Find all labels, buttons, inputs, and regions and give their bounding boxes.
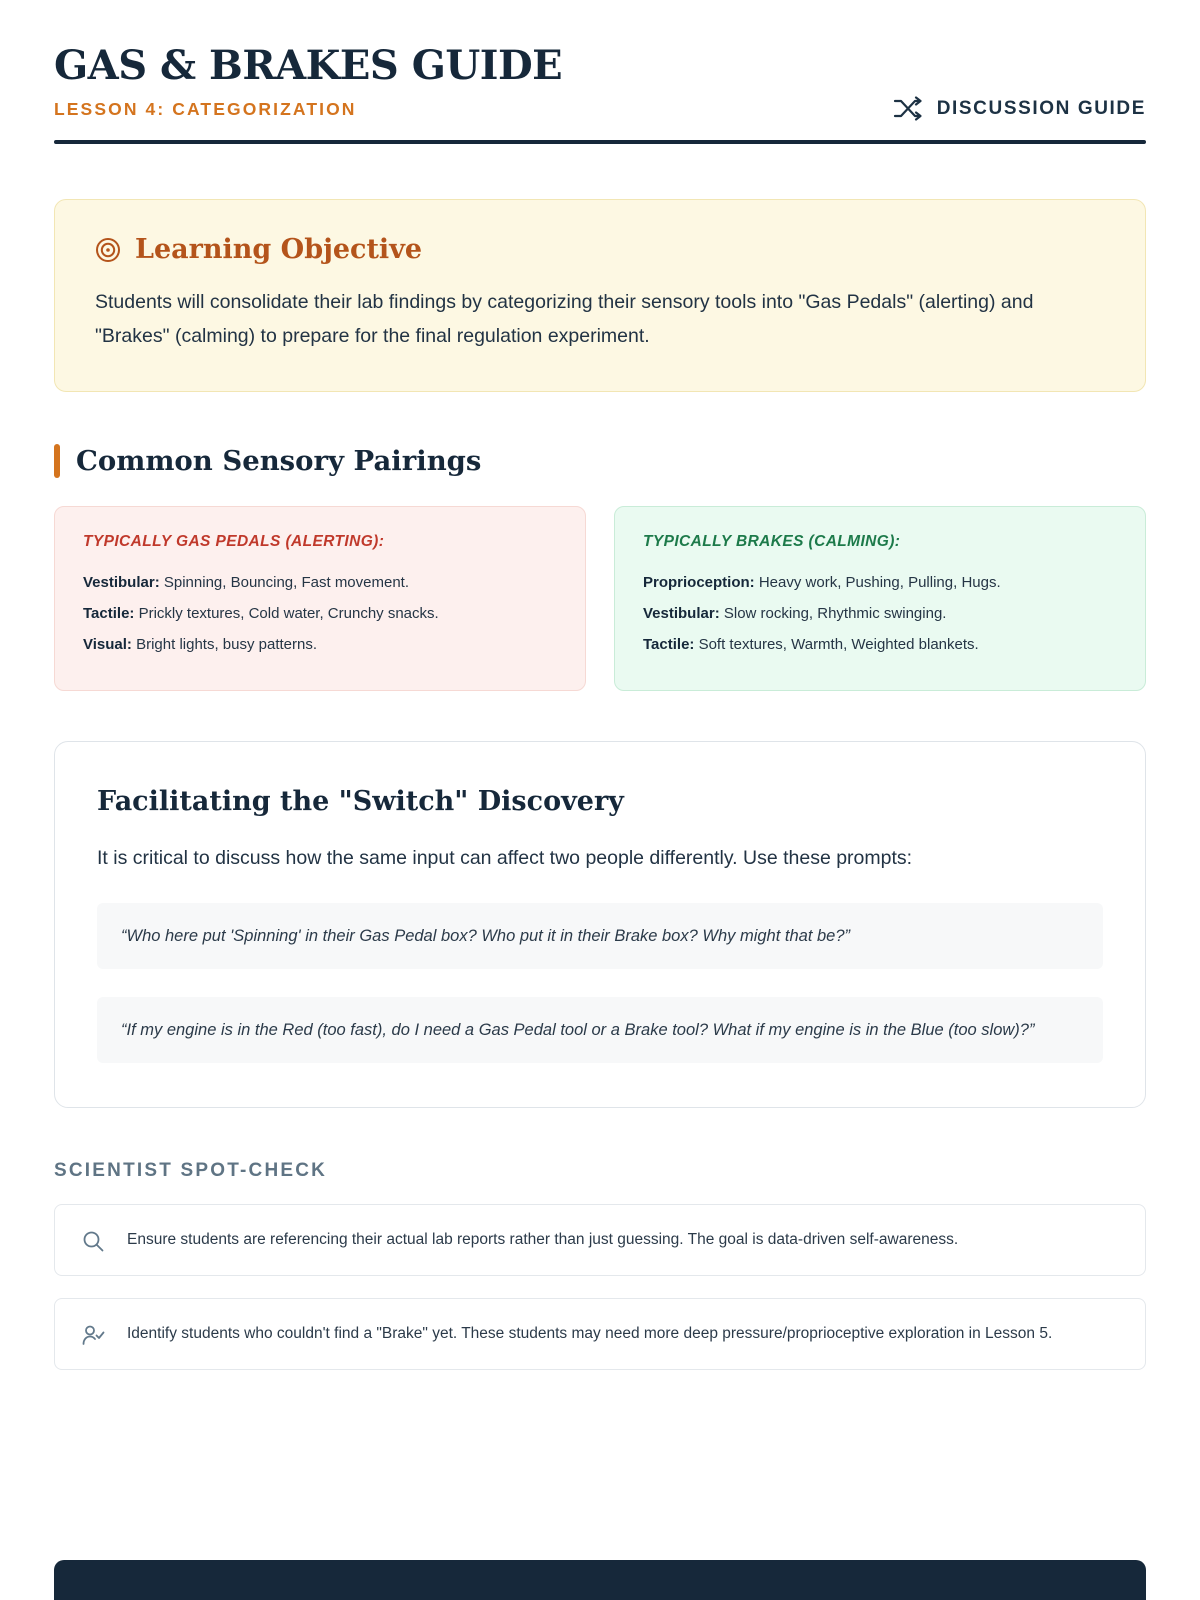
page-title: GAS & BRAKES GUIDE (54, 42, 563, 89)
shuffle-icon (893, 96, 923, 122)
search-icon (81, 1227, 105, 1253)
list-item-label: Proprioception: (643, 574, 755, 592)
learning-objective-body: Students will consolidate their lab findings by categorizing their sensory tools into "Gas Pedals" (alerting) and "Brakes" (calming) to prepare for the final regulation experiment. (95, 291, 1034, 348)
list-item-text: Spinning, Bouncing, Fast movement. (163, 574, 410, 592)
pairings-section-title: Common Sensory Pairings (76, 445, 482, 478)
spot-check-row (54, 1298, 1146, 1370)
spot-check-text: Ensure students are referencing their actual lab reports rather than just guessing. The goal is data-driven self-awareness. (127, 1231, 959, 1249)
list-item-label: Tactile: (83, 605, 135, 623)
switch-discovery-title: Facilitating the "Switch" Discovery (97, 786, 624, 818)
list-item (83, 567, 557, 598)
pairings-section-header (54, 444, 1146, 478)
brakes-card (614, 506, 1146, 691)
list-item (643, 629, 1117, 660)
brakes-list (643, 567, 1117, 660)
list-item-text: Prickly textures, Cold water, Crunchy snacks. (138, 605, 439, 623)
learning-objective-callout (54, 199, 1146, 392)
list-item-text: Heavy work, Pushing, Pulling, Hugs. (758, 574, 1001, 592)
discussion-prompt: “If my engine is in the Red (too fast), do I need a Gas Pedal tool or a Brake tool? What if my engine is in the Blue (too slow)?” (97, 997, 1103, 1063)
list-item-text: Slow rocking, Rhythmic swinging. (723, 605, 947, 623)
lesson-subtitle: LESSON 4: CATEGORIZATION (54, 99, 357, 119)
list-item (83, 598, 557, 629)
list-item (643, 598, 1117, 629)
footer-strip (54, 1560, 1146, 1600)
user-check-icon (81, 1321, 105, 1347)
learning-objective-header (95, 234, 1105, 265)
header-divider (54, 140, 1146, 144)
discussion-prompt: “Who here put 'Spinning' in their Gas Pedal box? Who put it in their Brake box? Why might that be?” (97, 903, 1103, 969)
header-titles (54, 44, 562, 120)
discussion-guide-label: DISCUSSION GUIDE (936, 98, 1146, 119)
list-item-label: Visual: (83, 636, 132, 654)
list-item-label: Tactile: (643, 636, 695, 654)
section-accent-bar (54, 444, 60, 478)
switch-discovery-card (54, 741, 1146, 1108)
pairings-cards (54, 506, 1146, 691)
learning-objective-title: Learning Objective (135, 234, 423, 265)
list-item-text: Soft textures, Warmth, Weighted blankets. (698, 636, 979, 654)
spot-check-text: Identify students who couldn't find a "Brake" yet. These students may need more deep pressure/proprioceptive exploration in Lesson 5. (127, 1325, 1053, 1343)
switch-discovery-intro: It is critical to discuss how the same input can affect two people differently. Use these prompts: (97, 847, 913, 870)
list-item-label: Vestibular: (83, 574, 160, 592)
gas-pedals-card (54, 506, 586, 691)
list-item (83, 629, 557, 660)
target-icon (95, 237, 121, 263)
gas-pedals-card-title: TYPICALLY GAS PEDALS (ALERTING): (83, 533, 385, 551)
spot-check-label: SCIENTIST SPOT-CHECK (54, 1160, 328, 1182)
list-item (643, 567, 1117, 598)
list-item-label: Vestibular: (643, 605, 720, 623)
discussion-guide-badge (893, 44, 1146, 122)
document-header (54, 0, 1146, 122)
spot-check-row (54, 1204, 1146, 1276)
list-item-text: Bright lights, busy patterns. (136, 636, 318, 654)
brakes-card-title: TYPICALLY BRAKES (CALMING): (643, 533, 901, 551)
gas-pedals-list (83, 567, 557, 660)
